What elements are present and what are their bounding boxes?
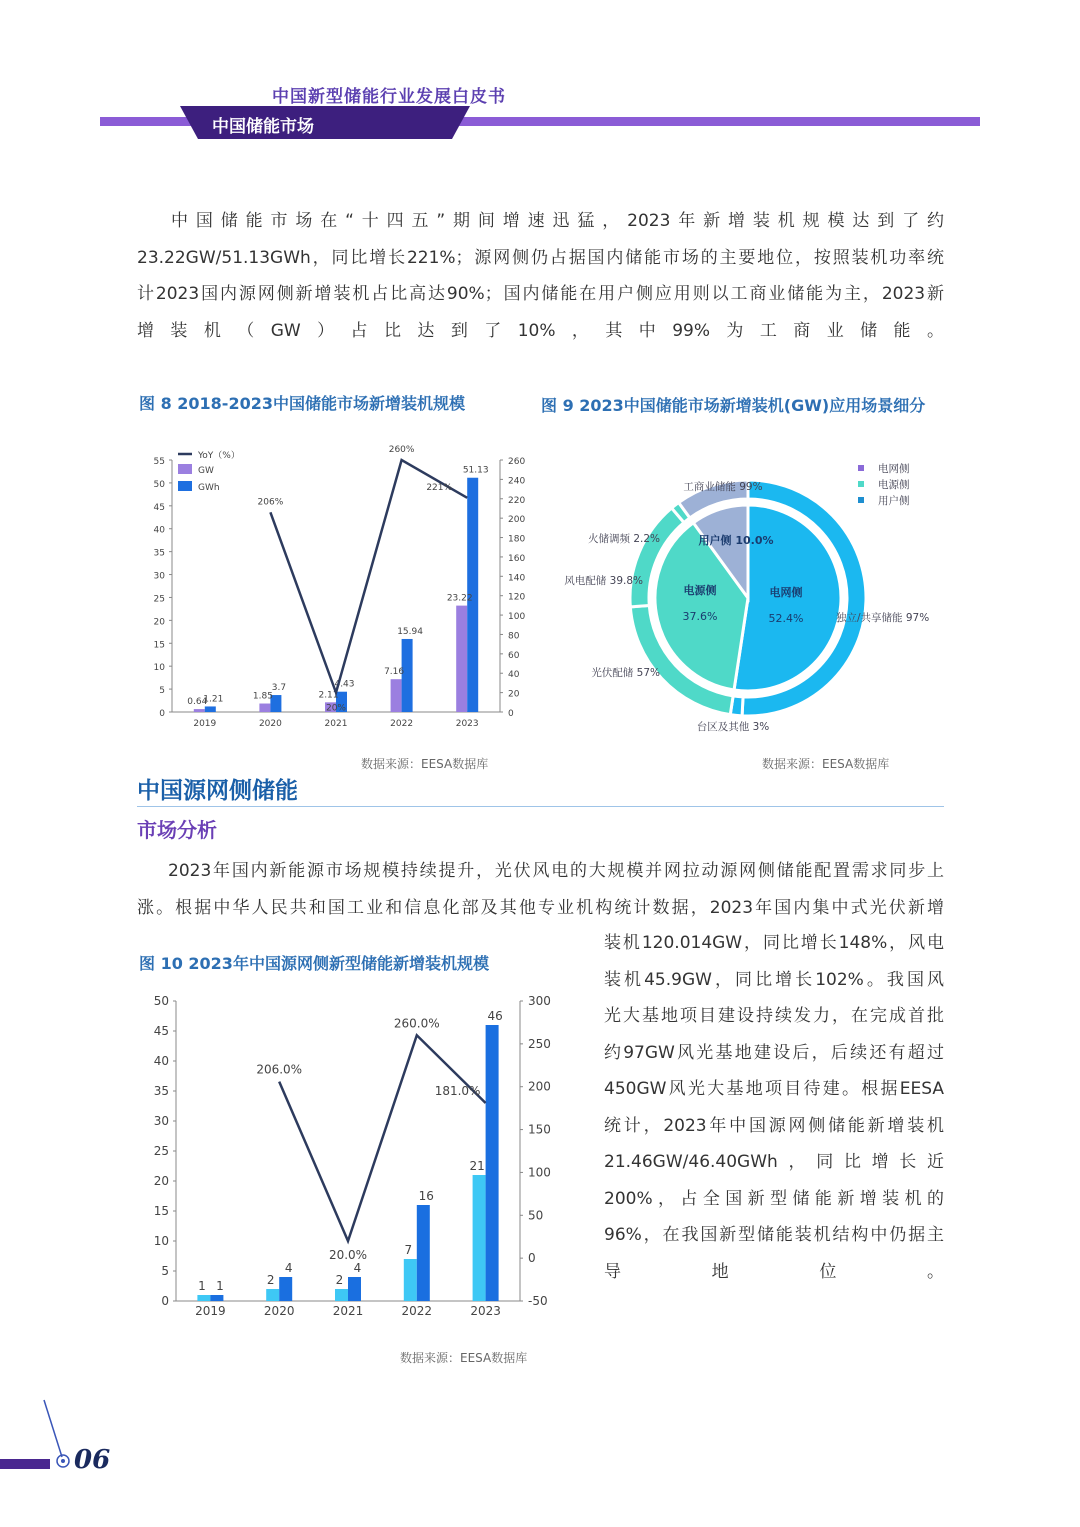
y-tick-label-left: 0 (159, 709, 165, 719)
y-tick-label-right: 250 (528, 1036, 551, 1051)
legend-label: 用户侧 (878, 495, 910, 507)
section-paragraph-full (137, 853, 944, 926)
y-tick-label-left: 50 (153, 994, 169, 1008)
legend-label: GW (198, 466, 214, 476)
y-tick-label-right: 160 (508, 553, 526, 564)
y-tick-label-left: 10 (153, 1234, 169, 1248)
y-tick-label-right: 60 (508, 650, 520, 661)
x-tick-label: 2023 (470, 1304, 501, 1318)
x-tick-label: 2019 (193, 719, 217, 729)
document-title: 中国新型储能行业发展白皮书 (272, 87, 506, 107)
bar-GW (456, 606, 467, 712)
paragraph-line: 装机45.9GW，同比增长102%。我国风 (604, 969, 944, 990)
y-tick-label-right: 200 (508, 515, 526, 526)
y-tick-label-left: 45 (153, 1024, 169, 1038)
x-tick-label: 2022 (401, 1304, 433, 1318)
bar-GW (391, 679, 402, 712)
y-tick-label-right: 50 (528, 1208, 544, 1223)
bar-series1 (197, 1295, 210, 1301)
data-label: 1 (198, 1279, 206, 1293)
data-label: 7 (404, 1243, 413, 1257)
section-divider (137, 806, 944, 807)
intro-paragraph (137, 203, 944, 349)
y-tick-label-right: 300 (528, 994, 551, 1008)
data-label: 4 (284, 1261, 293, 1275)
y-tick-label-left: 25 (153, 1144, 169, 1158)
x-tick-label: 2020 (258, 719, 282, 729)
bar-series1 (266, 1289, 279, 1301)
bar-series2 (417, 1205, 430, 1301)
yoy-label: 20% (325, 703, 347, 714)
yoy-label: 260.0% (393, 1016, 440, 1031)
yoy-label: 181.0% (434, 1084, 481, 1098)
y-tick-label-right: 140 (508, 573, 526, 584)
data-label: 2.11 (318, 690, 339, 701)
x-tick-label: 2020 (263, 1304, 295, 1318)
section-heading: 中国源网侧储能 (137, 778, 298, 804)
y-tick-label-left: 15 (153, 1204, 169, 1218)
y-tick-label-right: 0 (508, 709, 514, 719)
outer-slice-label: 光伏配储 57% (591, 667, 660, 679)
y-tick-label-left: 50 (153, 479, 165, 490)
paragraph-line: 96%，在我国新型储能装机结构中仍据主 (604, 1225, 944, 1245)
bar-series2 (348, 1277, 361, 1301)
x-tick-label: 2023 (455, 719, 479, 729)
y-tick-label-right: 0 (528, 1251, 536, 1266)
outer-slice-label: 火储调频 2.2% (587, 533, 660, 545)
data-label: 1.21 (203, 694, 224, 705)
data-label: 1.85 (252, 691, 273, 702)
x-tick-label: 2021 (332, 1304, 364, 1318)
legend-label: 电网侧 (878, 463, 910, 475)
legend-label: GWh (198, 483, 220, 493)
data-label: 21 (469, 1159, 485, 1173)
data-label: 4 (353, 1261, 362, 1275)
y-tick-label-right: 100 (508, 612, 526, 623)
legend-swatch (858, 497, 864, 503)
y-tick-label-right: 40 (508, 670, 520, 681)
paragraph-line: 光大基地项目建设持续发力，在完成首批 (604, 1006, 944, 1026)
paragraph-line: 涨。根据中华人民共和国工业和信息化部及其他专业机构统计数据，2023年国内集中式光伏新增 (137, 897, 944, 918)
y-tick-label-right: 200 (528, 1079, 551, 1094)
figure-8-source: 数据来源：EESA数据库 (361, 757, 489, 771)
paragraph-line: 统计，2023年中国源网侧储能新增装机 (604, 1115, 944, 1136)
x-tick-label: 2021 (324, 719, 348, 729)
intro-line: 增装机（GW）占比达到了10%，其中99%为工商业储能。 (137, 320, 944, 341)
paragraph-line: 21.46GW/46.40GWh，同比增长近 (604, 1152, 944, 1172)
figure-10-caption: 图 10 2023年中国源网侧新型储能新增装机规模 (139, 954, 489, 973)
data-label: 46 (487, 1009, 503, 1023)
y-tick-label-right: 120 (508, 592, 526, 603)
paragraph-line: 导地位。 (604, 1261, 944, 1282)
figure-8-chart (140, 436, 540, 736)
y-tick-label-left: 20 (153, 1174, 169, 1188)
data-label: 0.64 (187, 697, 208, 708)
y-tick-label-left: 35 (153, 1084, 169, 1098)
data-label: 16 (418, 1189, 434, 1203)
data-label: 2 (335, 1273, 344, 1287)
intro-line: 23.22GW/51.13GWh，同比增长221%；源网侧仍占据国内储能市场的主要地位，按照装机功率统 (137, 247, 944, 268)
outer-slice-label: 工商业储能 99% (683, 481, 763, 493)
data-label: 15.94 (397, 626, 423, 637)
outer-slice-label: 风电配储 39.8% (564, 575, 643, 587)
paragraph-line: 200%，占全国新型储能新增装机的 (604, 1188, 944, 1209)
slice-label: 电源侧 (683, 584, 717, 597)
data-label: 4.43 (334, 679, 355, 690)
y-tick-label-left: 20 (153, 617, 165, 628)
header-decoration (0, 0, 1080, 150)
paragraph-line: 2023年国内新能源市场规模持续提升，光伏风电的大规模并网拉动源网侧储能配置需求同步上 (168, 861, 944, 881)
yoy-line (279, 1035, 485, 1241)
legend-swatch-gw (178, 464, 192, 474)
section-paragraph-right (604, 925, 944, 1290)
slice-pct: 37.6% (682, 610, 718, 623)
y-tick-label-right: 100 (528, 1165, 551, 1180)
page-number: 06 (74, 1445, 111, 1475)
y-tick-label-right: 240 (508, 476, 526, 487)
intro-line: 中国储能市场在“十四五”期间增速迅猛，2023年新增装机规模达到了约 (171, 211, 944, 231)
y-tick-label-right: 180 (508, 534, 526, 545)
bar-GWh (205, 706, 216, 712)
legend-label: YoY（%） (198, 451, 240, 461)
footer-needle (44, 1400, 62, 1457)
y-tick-label-left: 5 (159, 686, 165, 697)
y-tick-label-right: 150 (528, 1122, 551, 1137)
paragraph-line: 装机120.014GW，同比增长148%，风电 (604, 933, 944, 953)
x-tick-label: 2019 (195, 1304, 226, 1318)
yoy-label: 221% (426, 482, 453, 493)
section-tab-label: 中国储能市场 (212, 117, 314, 137)
slice-pct: 52.4% (768, 612, 804, 625)
figure-10-source: 数据来源：EESA数据库 (400, 1351, 528, 1365)
y-tick-label-left: 25 (153, 594, 165, 605)
yoy-label: 20.0% (328, 1248, 368, 1262)
y-tick-label-left: 30 (153, 571, 165, 582)
yoy-label: 260% (388, 445, 415, 455)
slice-label: 电网侧 (769, 586, 803, 599)
bar-series2 (486, 1025, 499, 1301)
yoy-label: 206% (257, 497, 284, 508)
y-tick-label-right: 220 (508, 495, 526, 506)
legend-label: 电源侧 (878, 479, 910, 491)
bar-series1 (473, 1175, 486, 1301)
yoy-line (270, 460, 467, 693)
x-tick-label: 2022 (390, 719, 414, 729)
data-label: 7.16 (384, 667, 405, 678)
y-tick-label-left: 35 (153, 548, 165, 559)
intro-line: 计2023国内源网侧新增装机占比高达90%；国内储能在用户侧应用则以工商业储能为主，2023新 (137, 284, 944, 304)
y-tick-label-right: -50 (528, 1294, 548, 1308)
y-tick-label-right: 80 (508, 631, 520, 642)
bar-series1 (404, 1259, 417, 1301)
data-label: 3.7 (271, 683, 287, 694)
bar-GW (259, 704, 270, 712)
footer-bar (0, 1459, 50, 1469)
data-label: 2 (266, 1273, 275, 1287)
paragraph-line: 约97GW风光基地建设后，后续还有超过 (604, 1042, 944, 1063)
y-tick-label-left: 0 (161, 1294, 169, 1308)
bar-series1 (335, 1289, 348, 1301)
y-tick-label-left: 30 (153, 1114, 169, 1128)
bar-series2 (210, 1295, 223, 1301)
figure-9-source: 数据来源：EESA数据库 (762, 757, 890, 771)
y-tick-label-left: 55 (153, 457, 165, 467)
slice-label: 用户侧 10.0% (698, 534, 774, 547)
data-label: 51.13 (462, 465, 489, 476)
legend-swatch (858, 481, 864, 487)
figure-9-chart (540, 436, 960, 746)
y-tick-label-left: 15 (153, 640, 165, 651)
figure-10-chart (140, 990, 580, 1330)
outer-slice-label: 台区及其他 3% (696, 721, 770, 733)
y-tick-label-left: 45 (153, 502, 165, 513)
yoy-label: 206.0% (256, 1062, 303, 1077)
y-tick-label-right: 20 (508, 689, 520, 700)
bar-GW (194, 709, 205, 712)
y-tick-label-left: 5 (161, 1264, 169, 1278)
y-tick-label-right: 260 (508, 457, 526, 467)
y-tick-label-left: 10 (153, 663, 165, 674)
legend-swatch-gwh (178, 481, 192, 491)
paragraph-line: 450GW风光大基地项目待建。根据EESA (604, 1079, 944, 1099)
data-label: 1 (216, 1279, 224, 1293)
y-tick-label-left: 40 (153, 525, 165, 536)
data-label: 23.22 (446, 593, 473, 604)
figure-9-caption: 图 9 2023中国储能市场新增装机(GW)应用场景细分 (541, 396, 926, 415)
figure-8-caption: 图 8 2018-2023中国储能市场新增装机规模 (139, 394, 465, 413)
bar-series2 (279, 1277, 292, 1301)
legend-swatch (858, 465, 864, 471)
section-subheading: 市场分析 (137, 818, 217, 842)
y-tick-label-left: 40 (153, 1054, 169, 1068)
outer-slice-label: 独立/共享储能 97% (836, 612, 930, 624)
